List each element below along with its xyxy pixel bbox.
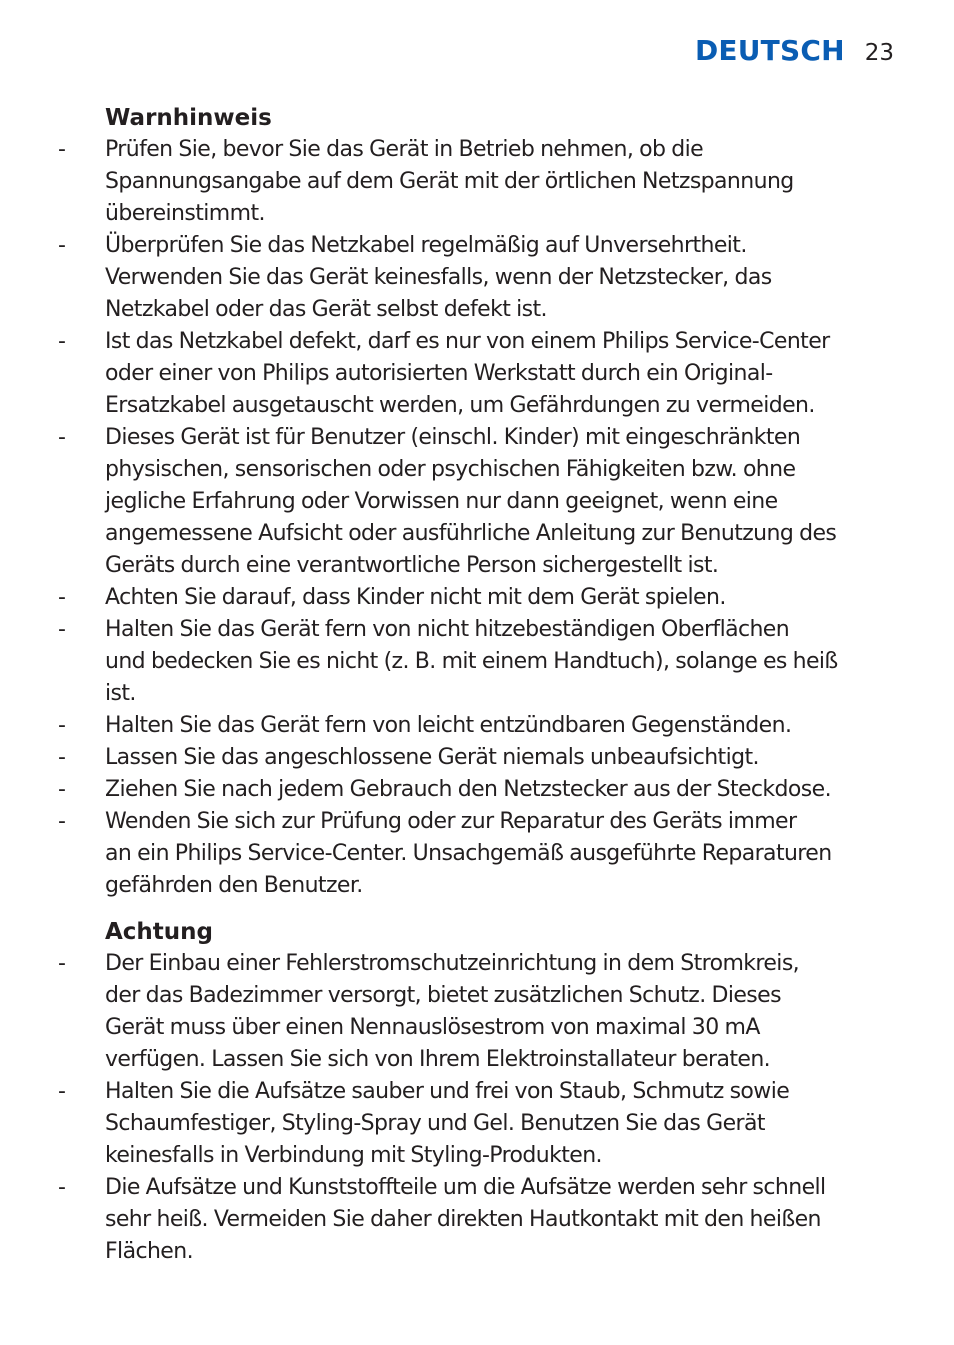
warning-list bbox=[0, 134, 954, 902]
list-item bbox=[0, 582, 954, 614]
bullet-dash: - bbox=[58, 745, 66, 770]
text-line: Spannungsangabe auf dem Gerät mit der örtlichen Netzspannung bbox=[105, 169, 794, 194]
section-heading: Achtung bbox=[105, 919, 214, 945]
text-line: Der Einbau einer Fehlerstromschutzeinrichtung in dem Stromkreis, bbox=[105, 951, 800, 976]
list-item bbox=[0, 742, 954, 774]
language-title: DEUTSCH bbox=[694, 34, 845, 67]
list-item bbox=[0, 614, 954, 710]
text-line: Schaumfestiger, Styling-Spray und Gel. Benutzen Sie das Gerät bbox=[105, 1111, 765, 1136]
text-line: Halten Sie das Gerät fern von nicht hitzebeständigen Oberflächen bbox=[105, 617, 790, 642]
bullet-dash: - bbox=[58, 329, 66, 354]
list-item bbox=[0, 1076, 954, 1172]
section-spacer bbox=[0, 902, 954, 916]
text-line: physischen, sensorischen oder psychischen Fähigkeiten bzw. ohne bbox=[105, 457, 796, 482]
text-line: angemessene Aufsicht oder ausführliche Anleitung zur Benutzung des bbox=[105, 521, 837, 546]
section-achtung bbox=[0, 916, 954, 1268]
section-warnhinweis bbox=[0, 102, 954, 902]
list-item bbox=[0, 1172, 954, 1268]
list-item bbox=[0, 710, 954, 742]
bullet-dash: - bbox=[58, 777, 66, 802]
text-line: Ziehen Sie nach jedem Gebrauch den Netzstecker aus der Steckdose. bbox=[105, 777, 831, 802]
list-item bbox=[0, 774, 954, 806]
bullet-dash: - bbox=[58, 951, 66, 976]
text-line: oder einer von Philips autorisierten Werkstatt durch ein Original- bbox=[105, 361, 773, 386]
list-item bbox=[0, 422, 954, 582]
bullet-dash: - bbox=[58, 617, 66, 642]
text-line: Halten Sie das Gerät fern von leicht entzündbaren Gegenständen. bbox=[105, 713, 792, 738]
list-item bbox=[0, 806, 954, 902]
text-line: Gerät muss über einen Nennauslösestrom von maximal 30 mA bbox=[105, 1015, 760, 1040]
page-number: 23 bbox=[864, 40, 894, 66]
text-line: Prüfen Sie, bevor Sie das Gerät in Betrieb nehmen, ob die bbox=[105, 137, 704, 162]
text-line: Halten Sie die Aufsätze sauber und frei von Staub, Schmutz sowie bbox=[105, 1079, 790, 1104]
text-line: an ein Philips Service-Center. Unsachgemäß ausgeführte Reparaturen bbox=[105, 841, 832, 866]
text-line: Die Aufsätze und Kunststoffteile um die Aufsätze werden sehr schnell bbox=[105, 1175, 826, 1200]
text-line: gefährden den Benutzer. bbox=[105, 873, 363, 898]
text-line: Verwenden Sie das Gerät keinesfalls, wenn der Netzstecker, das bbox=[105, 265, 772, 290]
bullet-dash: - bbox=[58, 1175, 66, 1200]
text-line: Flächen. bbox=[105, 1239, 193, 1264]
text-line: keinesfalls in Verbindung mit Styling-Produkten. bbox=[105, 1143, 602, 1168]
bullet-dash: - bbox=[58, 585, 66, 610]
page-header bbox=[695, 34, 894, 67]
text-line: und bedecken Sie es nicht (z. B. mit einem Handtuch), solange es heiß bbox=[105, 649, 838, 674]
text-line: Ist das Netzkabel defekt, darf es nur von einem Philips Service-Center bbox=[105, 329, 830, 354]
section-heading: Warnhinweis bbox=[105, 105, 272, 131]
list-item bbox=[0, 326, 954, 422]
text-line: jegliche Erfahrung oder Vorwissen nur dann geeignet, wenn eine bbox=[105, 489, 778, 514]
text-line: Dieses Gerät ist für Benutzer (einschl. Kinder) mit eingeschränkten bbox=[105, 425, 801, 450]
warning-list bbox=[0, 948, 954, 1268]
text-line: ist. bbox=[105, 681, 136, 706]
text-line: verfügen. Lassen Sie sich von Ihrem Elektroinstallateur beraten. bbox=[105, 1047, 771, 1072]
bullet-dash: - bbox=[58, 137, 66, 162]
bullet-dash: - bbox=[58, 425, 66, 450]
text-line: Ersatzkabel ausgetauscht werden, um Gefährdungen zu vermeiden. bbox=[105, 393, 815, 418]
text-line: Geräts durch eine verantwortliche Person sichergestellt ist. bbox=[105, 553, 719, 578]
bullet-dash: - bbox=[58, 809, 66, 834]
document-body bbox=[0, 102, 954, 1268]
list-item bbox=[0, 134, 954, 230]
text-line: sehr heiß. Vermeiden Sie daher direkten Hautkontakt mit den heißen bbox=[105, 1207, 821, 1232]
text-line: der das Badezimmer versorgt, bietet zusätzlichen Schutz. Dieses bbox=[105, 983, 781, 1008]
text-line: übereinstimmt. bbox=[105, 201, 265, 226]
text-line: Wenden Sie sich zur Prüfung oder zur Reparatur des Geräts immer bbox=[105, 809, 797, 834]
list-item bbox=[0, 230, 954, 326]
text-line: Überprüfen Sie das Netzkabel regelmäßig auf Unversehrtheit. bbox=[105, 233, 747, 258]
bullet-dash: - bbox=[58, 1079, 66, 1104]
text-line: Lassen Sie das angeschlossene Gerät niemals unbeaufsichtigt. bbox=[105, 745, 759, 770]
list-item bbox=[0, 948, 954, 1076]
text-line: Achten Sie darauf, dass Kinder nicht mit dem Gerät spielen. bbox=[105, 585, 726, 610]
bullet-dash: - bbox=[58, 233, 66, 258]
text-line: Netzkabel oder das Gerät selbst defekt ist. bbox=[105, 297, 547, 322]
bullet-dash: - bbox=[58, 713, 66, 738]
